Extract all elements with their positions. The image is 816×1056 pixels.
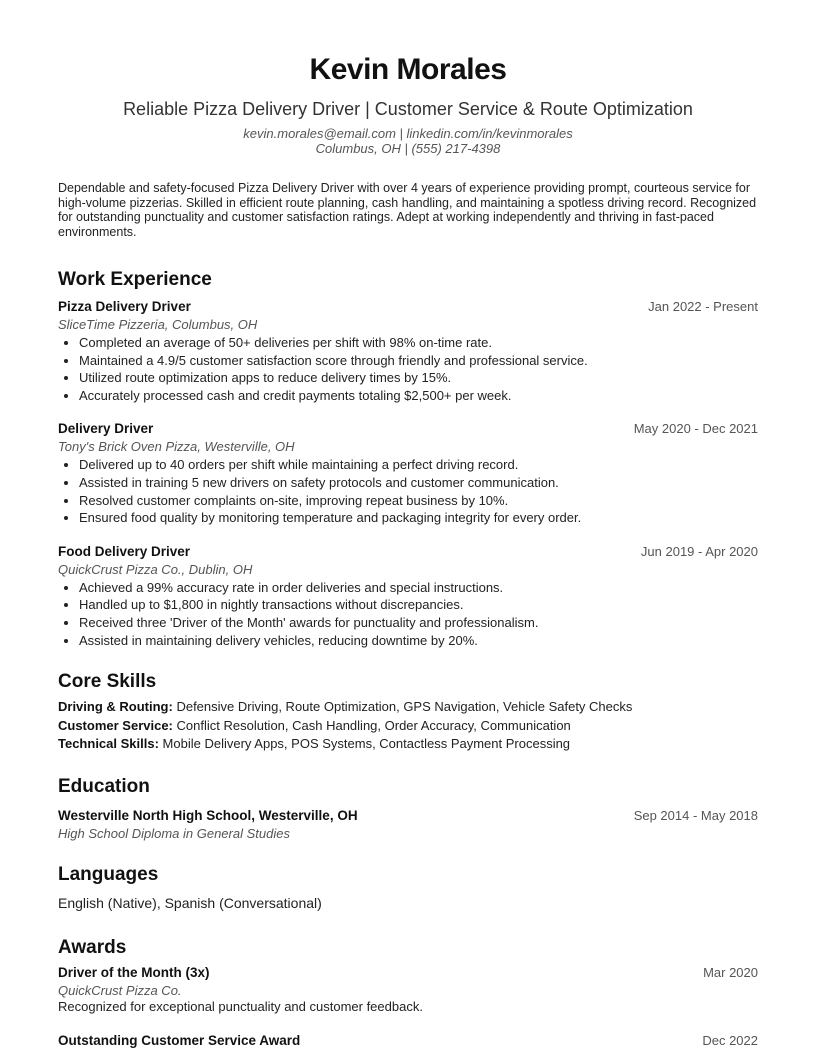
languages-list: English (Native), Spanish (Conversational)	[58, 894, 322, 911]
degree: High School Diploma in General Studies	[58, 825, 290, 841]
award-issuer: QuickCrust Pizza Co.	[58, 982, 182, 998]
section-title-awards: Awards	[58, 936, 127, 958]
professional-summary: Dependable and safety-focused Pizza Delivery Driver with over 4 years of experience providing prompt, courteous service for high-volume pizzerias. Skilled in efficient route planning, cash handling, and maintaining a spotless driving record. Recognized for outstanding punctuality and customer satisfaction ratings. Adept at working independently and thriving in fast-paced environments.	[58, 181, 757, 239]
skill-list: Defensive Driving, Route Optimization, GPS Navigation, Vehicle Safety Checks	[176, 699, 633, 715]
job-bullet: • Assisted in training 5 new drivers on safety protocols and customer communication.	[79, 474, 758, 492]
job-company: QuickCrust Pizza Co., Dublin, OH	[58, 561, 253, 577]
skill-line	[58, 717, 758, 736]
contact-line-email-linkedin: kevin.morales@email.com | linkedin.com/in/kevinmorales	[243, 126, 573, 141]
skill-list: Mobile Delivery Apps, POS Systems, Contactless Payment Processing	[162, 736, 571, 752]
job-title: Pizza Delivery Driver	[58, 299, 191, 314]
work-experience-section	[58, 268, 758, 649]
job-bullet: • Achieved a 99% accuracy rate in order deliveries and special instructions.	[79, 579, 758, 597]
awards-section	[58, 936, 758, 1050]
contact-info	[58, 126, 758, 156]
job-bullet: • Completed an average of 50+ deliveries per shift with 98% on-time rate.	[79, 334, 758, 352]
skill-line	[58, 698, 758, 717]
skill-list: Conflict Resolution, Cash Handling, Order Accuracy, Communication	[176, 717, 571, 733]
contact-line-location-phone: Columbus, OH | (555) 217-4398	[315, 141, 501, 156]
skill-line	[58, 735, 758, 754]
job-bullets	[58, 456, 758, 526]
resume-header	[58, 0, 758, 156]
job-bullet: • Delivered up to 40 orders per shift while maintaining a perfect driving record.	[79, 456, 758, 474]
job-entry	[58, 420, 758, 526]
job-bullet: • Maintained a 4.9/5 customer satisfaction score through friendly and professional service.	[79, 352, 758, 370]
job-bullets	[58, 334, 758, 404]
languages-section	[58, 863, 758, 912]
section-title-experience: Work Experience	[58, 269, 212, 290]
job-entry	[58, 298, 758, 404]
core-skills-section	[58, 670, 758, 754]
job-bullet: • Ensured food quality by monitoring temperature and packaging integrity for every order.	[79, 509, 758, 527]
job-bullet: • Assisted in maintaining delivery vehicles, reducing downtime by 20%.	[79, 632, 758, 650]
section-title-education: Education	[58, 775, 150, 797]
award-entry	[58, 1032, 758, 1050]
job-bullet: • Utilized route optimization apps to reduce delivery times by 15%.	[79, 369, 758, 387]
award-entry	[58, 964, 758, 1015]
award-date: Mar 2020	[703, 964, 758, 980]
skill-category: Technical Skills:	[58, 736, 159, 752]
section-title-skills: Core Skills	[58, 671, 157, 693]
job-bullet: • Accurately processed cash and credit payments totaling $2,500+ per week.	[79, 387, 758, 405]
job-dates: Jun 2019 - Apr 2020	[640, 543, 758, 559]
skill-category: Customer Service:	[58, 717, 173, 733]
award-date: Dec 2022	[702, 1032, 758, 1048]
job-entry	[58, 543, 758, 649]
candidate-name: Kevin Morales	[309, 53, 507, 86]
job-company: Tony's Brick Oven Pizza, Westerville, OH	[58, 439, 295, 455]
section-title-languages: Languages	[58, 863, 159, 885]
job-bullet: • Received three 'Driver of the Month' awards for punctuality and professionalism.	[79, 614, 758, 632]
skill-category: Driving & Routing:	[58, 699, 173, 715]
education-dates: Sep 2014 - May 2018	[633, 807, 758, 823]
award-description: Recognized for exceptional punctuality and customer feedback.	[58, 998, 423, 1014]
job-bullet: • Resolved customer complaints on-site, improving repeat business by 10%.	[79, 492, 758, 510]
job-title: Delivery Driver	[58, 421, 154, 437]
award-title: Outstanding Customer Service Award	[58, 1032, 301, 1048]
job-dates: Jan 2022 - Present	[648, 299, 758, 314]
job-title: Food Delivery Driver	[58, 543, 191, 559]
job-bullets	[58, 579, 758, 649]
school-name: Westerville North High School, Westerville, OH	[58, 807, 358, 823]
education-section	[58, 775, 758, 842]
job-bullet: • Handled up to $1,800 in nightly transactions without discrepancies.	[79, 596, 758, 614]
award-title: Driver of the Month (3x)	[58, 964, 210, 980]
headline: Reliable Pizza Delivery Driver | Customer Service & Route Optimization	[123, 99, 693, 119]
job-dates: May 2020 - Dec 2021	[633, 421, 758, 437]
job-company: SliceTime Pizzeria, Columbus, OH	[58, 317, 258, 332]
